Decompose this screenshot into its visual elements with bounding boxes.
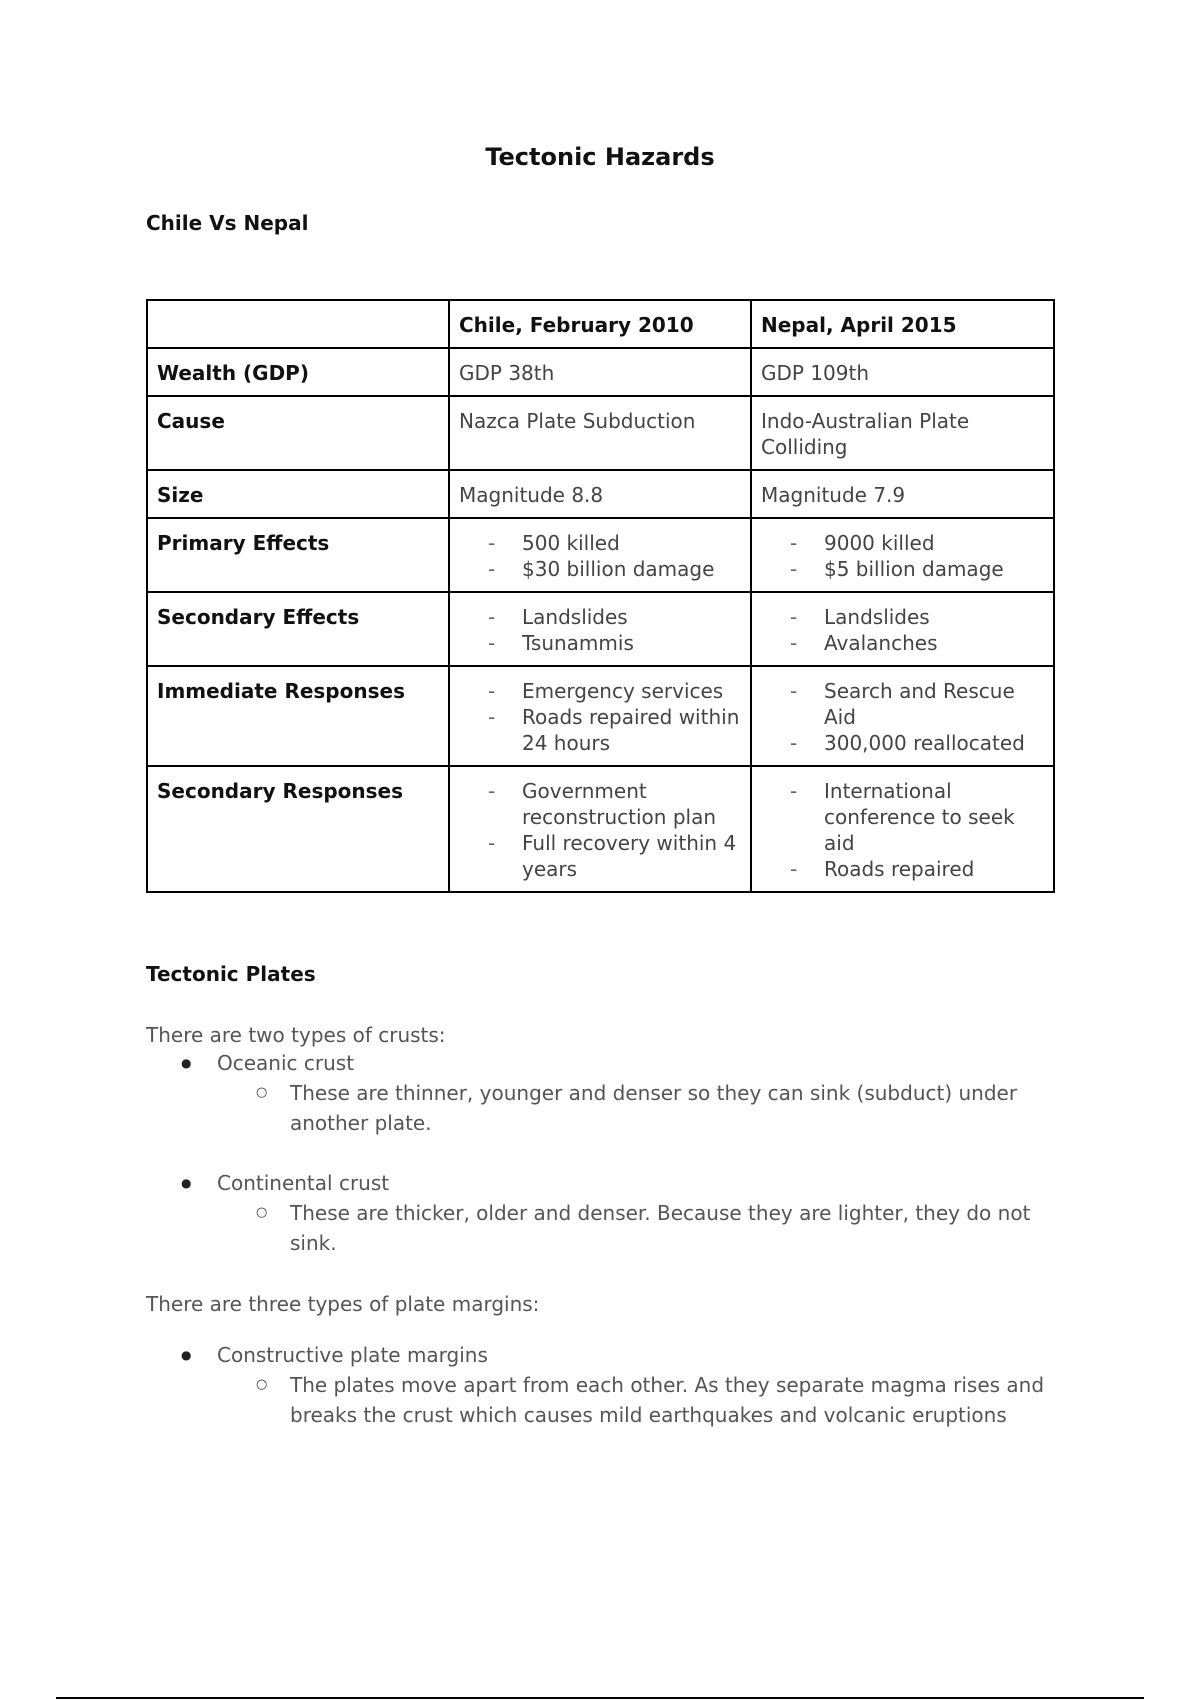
table-cell [449,518,751,592]
page-bottom-rule [56,1697,1144,1699]
list-item: - Government reconstruction plan [522,778,742,830]
dash-list [459,604,742,656]
row-label: Secondary Effects [147,592,449,666]
list-item: - 9000 killed [824,530,1045,556]
page-title: Tectonic Hazards [485,143,715,171]
table-header-cell: Chile, February 2010 [449,300,751,348]
list-item: - Roads repaired within 24 hours [522,704,742,756]
margins-intro: There are three types of plate margins: [146,1292,540,1316]
list-item: - International conference to seek aid [824,778,1045,856]
dash-list [459,678,742,756]
table-cell: Magnitude 8.8 [449,470,751,518]
section-heading-chile-vs-nepal: Chile Vs Nepal [146,211,309,235]
dash-list [459,530,742,582]
table-row [147,592,1054,666]
comparison-table [146,299,1055,893]
table-cell [449,766,751,892]
section-heading-tectonic-plates: Tectonic Plates [146,962,316,986]
dash-list [761,530,1045,582]
crusts-intro: There are two types of crusts: [146,1023,446,1047]
row-label: Cause [147,396,449,470]
sub-bullet-continental-detail: ○ These are thicker, older and denser. Because they are lighter, they do not sink. [290,1198,1060,1258]
table-cell [751,766,1054,892]
table-cell: GDP 38th [449,348,751,396]
table-row [147,348,1054,396]
list-item: - Avalanches [824,630,1045,656]
list-item: - Landslides [522,604,742,630]
table-cell: GDP 109th [751,348,1054,396]
dash-list [761,678,1045,756]
list-item: - Full recovery within 4 years [522,830,742,882]
list-item: - Emergency services [522,678,742,704]
sub-bullet-oceanic-detail: ○ These are thinner, younger and denser so they can sink (subduct) under another plate. [290,1078,1060,1138]
list-item: - 500 killed [522,530,742,556]
sub-bullet-constructive-detail: ○ The plates move apart from each other. As they separate magma rises and breaks the crust which causes mild earthquakes and volcanic eruptions [290,1370,1060,1430]
bullet-oceanic-crust: ● Oceanic crust [217,1048,354,1078]
list-item: - 300,000 reallocated [824,730,1045,756]
bullet-constructive-margins: ● Constructive plate margins [217,1340,488,1370]
row-label: Size [147,470,449,518]
dash-list [459,778,742,882]
row-label: Secondary Responses [147,766,449,892]
table-header-cell [147,300,449,348]
list-item: - Search and Rescue Aid [824,678,1045,730]
row-label: Immediate Responses [147,666,449,766]
dash-list [761,604,1045,656]
list-item: - Landslides [824,604,1045,630]
table-header-row [147,300,1054,348]
list-item: - Roads repaired [824,856,1045,882]
table-cell: Indo-Australian Plate Colliding [751,396,1054,470]
row-label: Wealth (GDP) [147,348,449,396]
table-cell: Nazca Plate Subduction [449,396,751,470]
table-cell: Magnitude 7.9 [751,470,1054,518]
list-item: - $30 billion damage [522,556,742,582]
table-cell [449,592,751,666]
table-header-cell: Nepal, April 2015 [751,300,1054,348]
table-row [147,766,1054,892]
table-row [147,518,1054,592]
table-cell [449,666,751,766]
table-row [147,396,1054,470]
table-cell [751,518,1054,592]
table-cell [751,592,1054,666]
table-row [147,666,1054,766]
list-item: - $5 billion damage [824,556,1045,582]
table-cell [751,666,1054,766]
dash-list [761,778,1045,882]
list-item: - Tsunammis [522,630,742,656]
row-label: Primary Effects [147,518,449,592]
bullet-continental-crust: ● Continental crust [217,1168,389,1198]
table-row [147,470,1054,518]
